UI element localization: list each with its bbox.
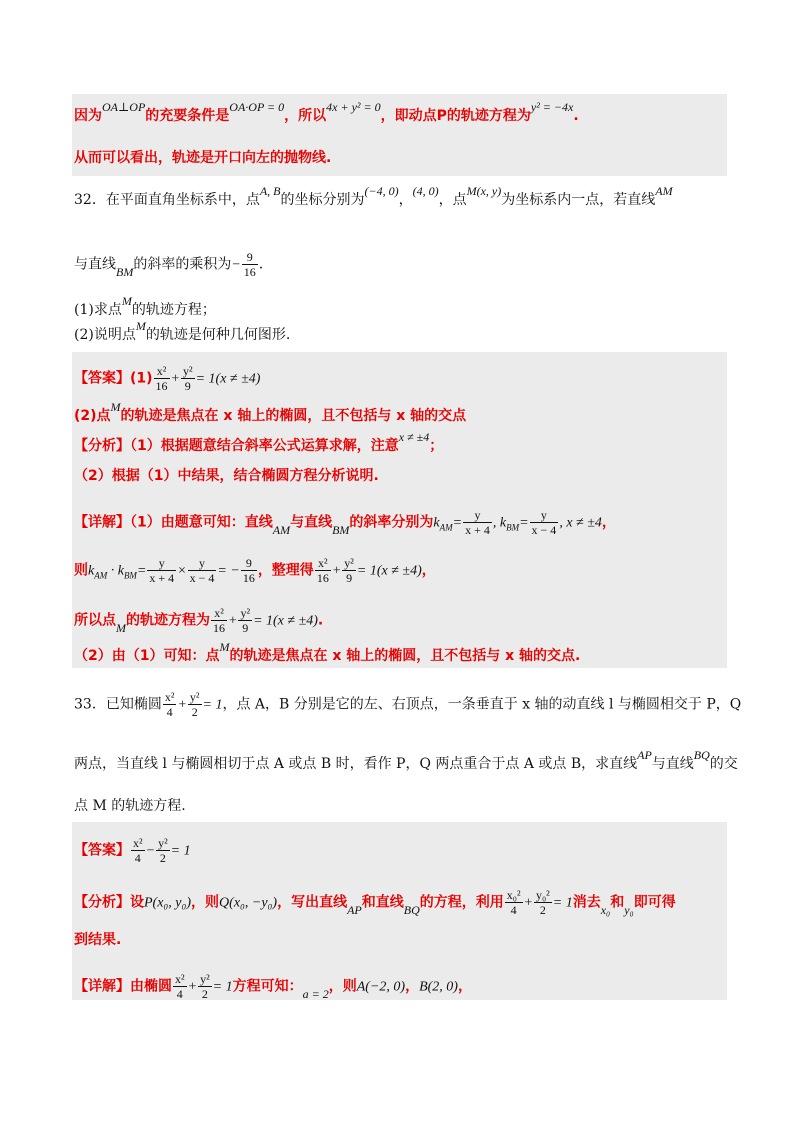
a32-analysis-line2: （2）根据（1）中结果，结合椭圆方程分析说明. (74, 468, 379, 484)
a32-detail-line3: 所以点M的轨迹方程为 $\frac{\text{x²}}{16}$ + $\frac{\text{y²}}{9}$ = 1(x ≠ ±4). (74, 606, 324, 635)
fraction: $\frac{\text{y²}}{2}$ (189, 690, 200, 719)
q32-part1: (1)求点M的轨迹方程； (74, 294, 216, 318)
fraction: $\frac{\text{x²}}{16}$ (155, 364, 168, 393)
q32-part2: (2)说明点M的轨迹是何种几何图形. (74, 319, 291, 343)
prev-detail-line: 因为OA⊥OP的充要条件是OA·OP = 0，所以4x + y² = 0，即动点P的轨迹方程为y² = −4x. (74, 100, 579, 124)
q32-stem-line1: 32．在平面直角坐标系中，点A, B的坐标分别为(−4, 0)，(4, 0)，点M(x, y)为坐标系内一点，若直线AM (74, 184, 673, 208)
a32-detail-line1: 【详解】（1）由题意可知：直线AM与直线BM的斜率分别为$k_{AM}=$ $\frac{y}{x + 4}$ , $k_{BM}=$ $\frac{y}{x - 4}$ , x ≠ ±4， (74, 508, 616, 537)
a32-answer-line2: (2)点M的轨迹是焦点在 x 轴上的椭圆，且不包括与 x 轴的交点 (74, 400, 467, 424)
fraction: $\frac{\text{y²}}{9}$ (240, 606, 251, 635)
fraction: $\frac{\text{x²}}{16}$ (213, 606, 225, 635)
q32-stem-line2: 与直线BM的斜率的乘积为− $\frac{9}{16}$ . (74, 250, 264, 279)
a32-answer-line: 【答案】(1) $\frac{\text{x²}}{16}$ + $\frac{\text{y²}}{9}$ = 1(x ≠ ±4) (74, 364, 261, 393)
fraction: $\frac{\text{y²}}{2}$ (200, 972, 210, 1001)
fraction: $\frac{9}{16}$ (242, 556, 255, 585)
a32-detail-line2: 则$k_{AM} \cdot k_{BM}=$ $\frac{y}{x + 4}$ × $\frac{y}{x - 4}$ = − $\frac{9}{16}$ ，整理得 $\frac{\text{x²}}{16}$ + $\frac{\text{y²}}{9}$ = 1(x ≠ ±4)， (74, 556, 436, 585)
prev-conclusion-line: 从而可以看出，轨迹是开口向左的抛物线. (74, 150, 332, 166)
fraction: $\frac{\text{x₀²}}{4}$ (506, 888, 521, 917)
fraction: $\frac{y}{x - 4}$ (189, 556, 215, 585)
a33-analysis-line1: 【分析】设P(x₀, y₀)，则Q(x₀, −y₀)，写出直线AP和直线BQ的方程，利用 $\frac{\text{x₀²}}{4}$ + $\frac{\text{y₀²}}{2}$ = 1消去x₀和y₀即可得 (74, 888, 676, 917)
a33-answer-line: 【答案】 $\frac{\text{x²}}{4}$ − $\frac{\text{y²}}{2}$ = 1 (74, 836, 191, 865)
q33-stem-line3: 点 M 的轨迹方程. (74, 798, 186, 814)
fraction: $\frac{\text{y²}}{2}$ (158, 836, 168, 865)
fraction: $\frac{\text{x²}}{16}$ (316, 556, 329, 585)
a32-detail-line4: （2）由（1）可知：点M的轨迹是焦点在 x 轴上的椭圆，且不包括与 x 轴的交点. (74, 640, 581, 664)
a33-detail-line1: 【详解】由椭圆 $\frac{\text{x²}}{4}$ + $\frac{\text{y²}}{2}$ = 1方程可知：a = 2，则A(−2, 0)，B(2, 0)， (74, 972, 472, 1001)
fraction: $\frac{y}{x + 4}$ (149, 556, 175, 585)
a32-analysis-line1: 【分析】（1）根据题意结合斜率公式运算求解，注意x ≠ ±4； (74, 430, 444, 454)
fraction: $\frac{\text{x²}}{4}$ (164, 690, 175, 719)
fraction: $\frac{9}{16}$ (243, 250, 256, 279)
fraction: $\frac{y}{x + 4}$ (465, 508, 490, 537)
fraction: $\frac{\text{y²}}{9}$ (344, 556, 354, 585)
q33-stem-line2: 两点，当直线 l 与椭圆相切于点 A 或点 B 时，看作 P，Q 两点重合于点 A 或点 B，求直线AP与直线BQ的交 (74, 748, 738, 772)
fraction: $\frac{\text{y²}}{9}$ (183, 364, 193, 393)
fraction: $\frac{\text{x²}}{4}$ (175, 972, 185, 1001)
fraction: $\frac{\text{y₀²}}{2}$ (536, 888, 550, 917)
q33-stem-line1: 33．已知椭圆 $\frac{\text{x²}}{4}$ + $\frac{\text{y²}}{2}$ = 1，点 A，B 分别是它的左、右顶点，一条垂直于 x 轴的动直线 l 与椭圆相交于 P，Q (74, 690, 742, 719)
a33-analysis-line2: 到结果. (74, 932, 122, 948)
fraction: $\frac{\text{x²}}{4}$ (133, 836, 143, 865)
fraction: $\frac{y}{x - 4}$ (531, 508, 557, 537)
